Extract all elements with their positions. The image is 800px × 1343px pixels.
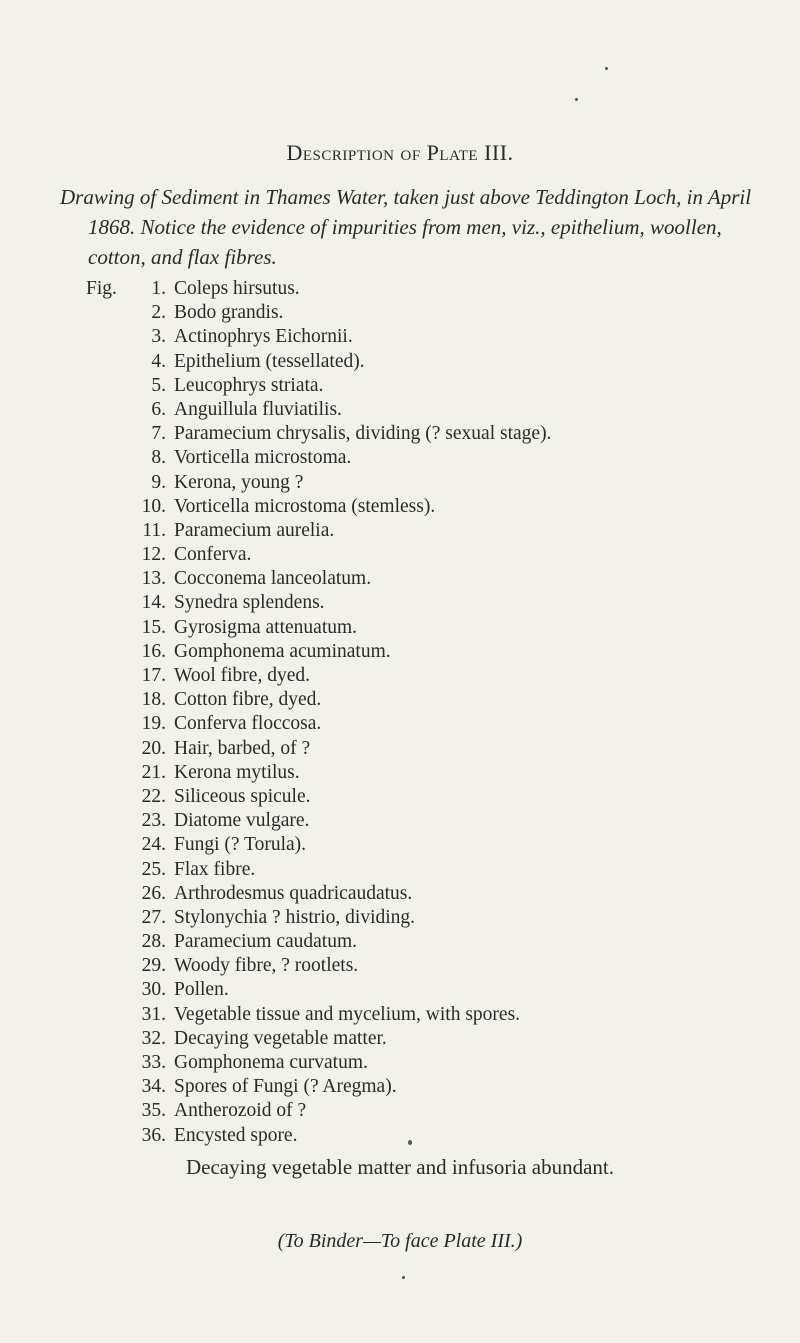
figure-number: 36. [141, 1124, 166, 1146]
figure-caption: Flax fibre. [174, 858, 256, 880]
figure-item [86, 688, 746, 712]
figure-item [86, 906, 746, 930]
figure-caption: Gomphonema acuminatum. [174, 640, 391, 662]
figure-item [86, 1003, 746, 1027]
figure-item [86, 978, 746, 1002]
figure-caption: Diatome vulgare. [174, 810, 310, 832]
figure-item [86, 495, 746, 519]
figure-list [86, 277, 746, 1148]
figure-item [86, 954, 746, 978]
figure-item [86, 858, 746, 882]
figure-number: 14. [141, 592, 166, 614]
figure-number: 20. [141, 737, 166, 759]
figure-caption: Vorticella microstoma. [174, 447, 352, 469]
binder-note: (To Binder—To face Plate III.) [277, 1230, 523, 1252]
intro-paragraph: Drawing of Sediment in Thames Water, taken just above Teddington Loch, in April 1868. Notice the evidence of impurities from men, viz., epithelium, woollen, cotton, and flax fibres. [60, 185, 752, 269]
figure-item [86, 761, 746, 785]
figure-caption: Bodo grandis. [174, 302, 284, 324]
figure-number: 28. [141, 931, 166, 953]
figure-number: 10. [141, 495, 166, 517]
figure-caption: Leucophrys striata. [174, 374, 324, 396]
figure-item [86, 398, 746, 422]
figure-caption: Epithelium (tessellated). [174, 350, 365, 372]
figure-caption: Gyrosigma attenuatum. [174, 616, 358, 638]
scan-speck [402, 1276, 405, 1279]
figure-number: 30. [141, 979, 166, 1001]
figure-number: 4. [151, 350, 166, 372]
figure-number: 6. [151, 398, 166, 420]
figure-number: 16. [141, 640, 166, 662]
figure-number: 29. [141, 955, 166, 977]
figure-number: 23. [141, 810, 166, 832]
figure-item [86, 567, 746, 591]
figure-caption: Decaying vegetable matter. [174, 1027, 387, 1049]
figure-caption: Wool fibre, dyed. [174, 665, 310, 686]
figure-number: 1. [151, 278, 166, 299]
figure-item [86, 543, 746, 567]
scan-speck [408, 1140, 412, 1145]
figure-item [86, 616, 746, 640]
title-prefix: Description of Plate [286, 140, 479, 165]
figure-item [86, 422, 746, 446]
figure-caption: Kerona, young ? [174, 471, 304, 493]
figure-number: 5. [151, 374, 166, 396]
figure-number: 8. [151, 447, 166, 469]
figure-item [86, 833, 746, 857]
figure-number: 9. [151, 471, 166, 493]
figure-item [86, 277, 746, 301]
figure-item [86, 664, 746, 688]
figure-item [86, 471, 746, 495]
figure-caption: Encysted spore. [174, 1124, 298, 1146]
figure-caption: Paramecium caudatum. [174, 931, 358, 953]
figure-caption: Coleps hirsutus. [174, 278, 300, 299]
figure-caption: Actinophrys Eichornii. [174, 326, 353, 348]
figure-number: 12. [141, 544, 166, 566]
figure-caption: Vorticella microstoma (stemless). [174, 495, 436, 517]
figure-item [86, 374, 746, 398]
figure-number: 3. [151, 326, 166, 348]
figure-number: 26. [141, 882, 166, 904]
figure-caption: Anguillula fluviatilis. [174, 398, 342, 420]
figure-caption: Antherozoid of ? [174, 1100, 307, 1122]
figure-item [86, 1075, 746, 1099]
figure-number: 32. [141, 1027, 166, 1049]
figure-caption: Fungi (? Torula). [174, 834, 307, 856]
figure-number: 13. [141, 568, 166, 590]
figure-item [86, 591, 746, 615]
scan-speck [605, 67, 608, 70]
figure-number: 22. [141, 785, 166, 807]
figure-item [86, 301, 746, 325]
figure-item [86, 712, 746, 736]
figure-item [86, 1099, 746, 1123]
figure-item [86, 640, 746, 664]
figure-caption: Synedra splendens. [174, 592, 325, 614]
figure-number: 11. [142, 519, 166, 541]
figure-item [86, 1124, 746, 1148]
figure-caption: Paramecium chrysalis, dividing (? sexual stage). [174, 423, 552, 445]
figure-caption: Spores of Fungi (? Aregma). [174, 1076, 397, 1098]
figure-number: 2. [151, 302, 166, 324]
figure-caption: Siliceous spicule. [174, 785, 311, 807]
figure-caption: Paramecium aurelia. [174, 519, 335, 541]
figure-number: 21. [141, 761, 166, 783]
figure-item [86, 882, 746, 906]
figure-item [86, 519, 746, 543]
figure-item [86, 1051, 746, 1075]
page-title [0, 140, 800, 166]
figure-number: 17. [141, 665, 166, 686]
figure-number: 27. [141, 906, 166, 928]
figure-item [86, 785, 746, 809]
figure-caption: Cotton fibre, dyed. [174, 689, 322, 711]
figure-number: 7. [151, 423, 166, 445]
figure-number: 34. [141, 1076, 166, 1098]
figure-caption: Arthrodesmus quadricaudatus. [174, 882, 413, 904]
figure-label: Fig. [86, 278, 117, 299]
figure-caption: Woody fibre, ? rootlets. [174, 955, 359, 977]
figure-caption: Stylonychia ? histrio, dividing. [174, 906, 416, 928]
figure-caption: Gomphonema curvatum. [174, 1052, 368, 1073]
figure-number: 15. [141, 616, 166, 638]
figure-caption: Conferva. [174, 544, 252, 566]
figure-caption: Vegetable tissue and mycelium, with spores. [174, 1003, 521, 1025]
figure-number: 19. [141, 713, 166, 735]
figure-caption: Conferva floccosa. [174, 713, 322, 735]
figure-caption: Pollen. [174, 979, 229, 1001]
figure-item [86, 737, 746, 761]
figure-caption: Kerona mytilus. [174, 761, 300, 783]
summary-line: Decaying vegetable matter and infusoria abundant. [186, 1155, 614, 1179]
figure-number: 18. [141, 689, 166, 711]
title-numeral: III. [484, 140, 514, 165]
figure-number: 25. [141, 858, 166, 880]
figure-item [86, 446, 746, 470]
figure-item [86, 325, 746, 349]
figure-number: 31. [141, 1003, 166, 1025]
figure-item [86, 1027, 746, 1051]
figure-number: 24. [141, 834, 166, 856]
figure-caption: Hair, barbed, of ? [174, 737, 311, 759]
scan-speck [575, 98, 578, 101]
figure-item [86, 930, 746, 954]
figure-caption: Cocconema lanceolatum. [174, 568, 372, 590]
figure-item [86, 809, 746, 833]
figure-number: 35. [141, 1100, 166, 1122]
figure-number: 33. [141, 1052, 166, 1073]
figure-item [86, 350, 746, 374]
